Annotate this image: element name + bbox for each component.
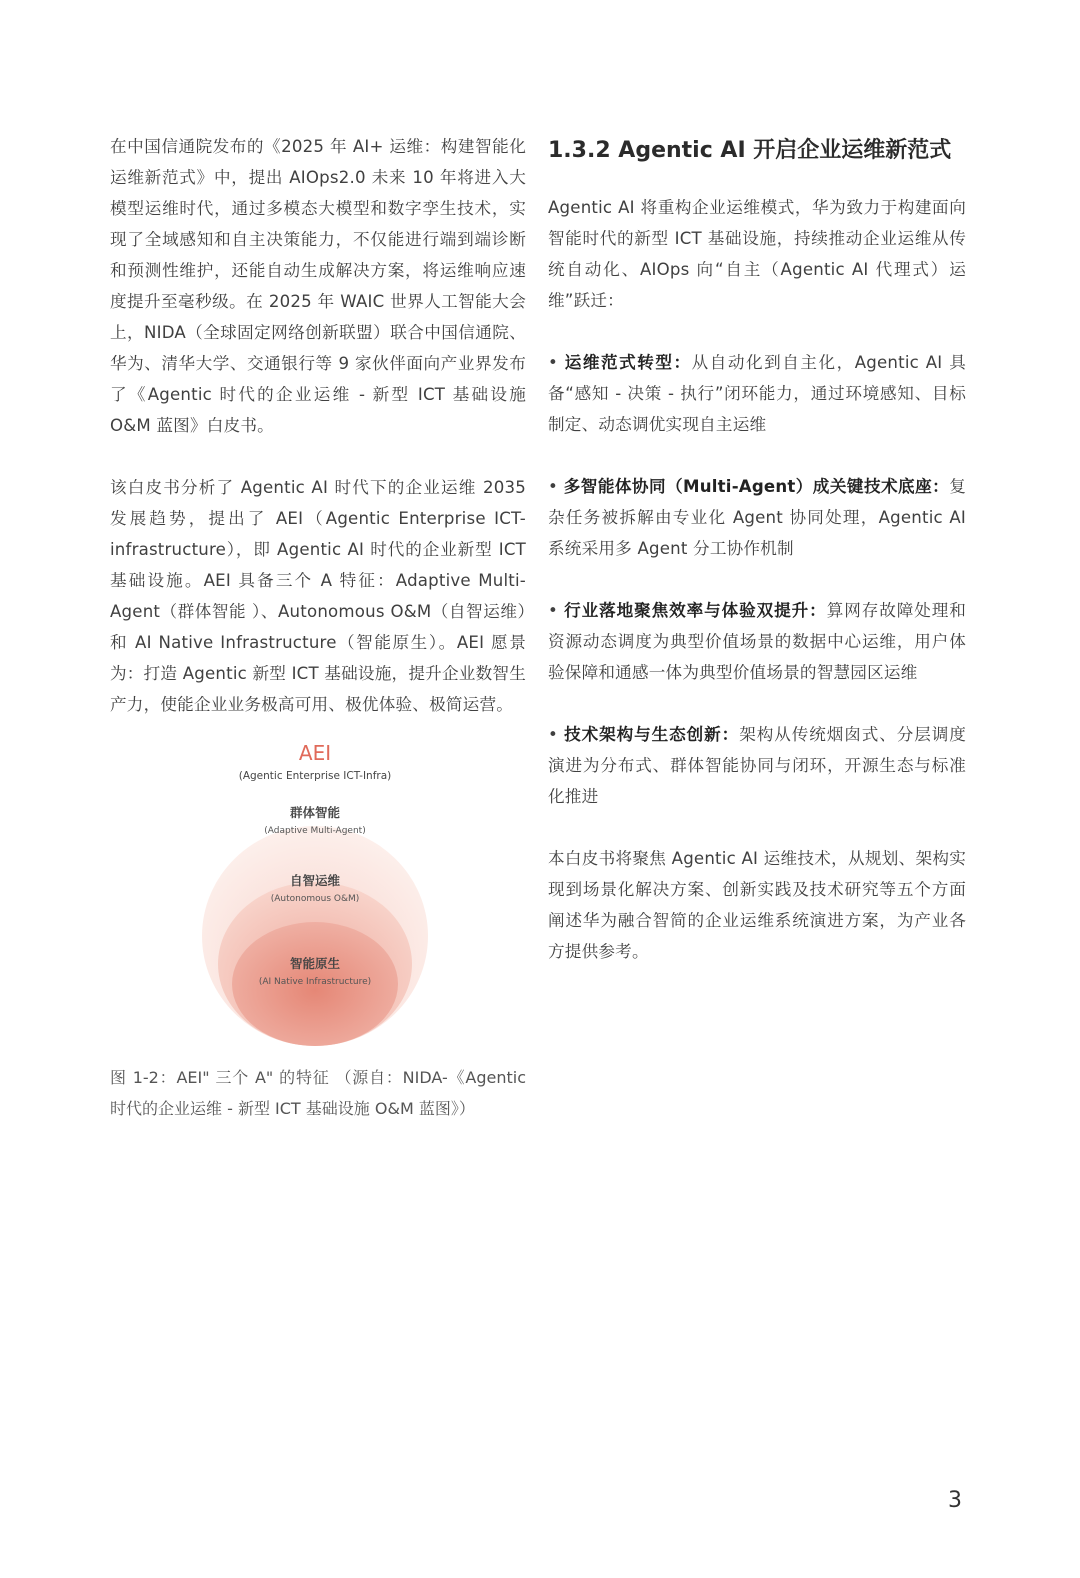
bullet-text: 复杂任务被拆解由专业化 Agent 协同处理，Agentic AI 系统采用多 Agent 分工协作机制 [548, 477, 966, 558]
bullet-text: 从自动化到自主化，Agentic AI 具备“感知 - 决策 - 执行”闭环能力，通过环境感知、目标制定、动态调优实现自主运维 [548, 353, 966, 434]
bullet-item: • 多智能体协同（Multi-Agent）成关键技术底座：复杂任务被拆解由专业化 Agent 协同处理，Agentic AI 系统采用多 Agent 分工协作机制 [548, 477, 966, 558]
bullet-text: 算网存故障处理和资源动态调度为典型价值场景的数据中心运维，用户体验保障和通感一体为典型价值场景的智慧园区运维 [548, 601, 966, 682]
bullet-lead: 行业落地聚焦效率与体验双提升： [564, 601, 827, 620]
layer-sub-ai-native: (AI Native Infrastructure) [258, 977, 372, 987]
layer-label-autonomous: 自智运维 [289, 873, 341, 888]
bullet-item: • 技术架构与生态创新：架构从传统烟囱式、分层调度演进为分布式、群体智能协同与闭环，开源生态与标准化推进 [548, 725, 966, 806]
section-intro: Agentic AI 将重构企业运维模式，华为致力于构建面向智能时代的新型 ICT 基础设施，持续推动企业运维从传统自动化、AIOps 向“自主（Agentic AI 代理式）运维”跃迁： [548, 198, 966, 310]
layer-sub-multi-agent: (Adaptive Multi-Agent) [264, 826, 366, 836]
whitepaper-paragraph: 该白皮书分析了 Agentic AI 时代下的企业运维 2035 发展趋势，提出了 AEI（Agentic Enterprise ICT-infrastructure），即 Agentic AI 时代的企业新型 ICT 基础设施。AEI 具备三个 A 特征：Adaptive Multi-Agent（群体智能 ）、Autonomous O&M（自智运维）和 AI Native Infrastructure（智能原生）。AEI 愿景为：打造 Agentic 新型 ICT 基础设施，提升企业数智生产力，使能企业业务极高可用、极优体验、极简运营。 [110, 478, 526, 714]
layer-sub-autonomous: (Autonomous O&M) [270, 894, 360, 904]
bullet-lead: 技术架构与生态创新： [564, 725, 740, 744]
intro-paragraph: 在中国信通院发布的《2025 年 AI+ 运维：构建智能化运维新范式》中，提出 AIOps2.0 未来 10 年将进入大模型运维时代，通过多模态大模型和数字孪生技术，实现了全域感知和自主决策能力，不仅能进行端到端诊断和预测性维护，还能自动生成解决方案，将运维响应速度提升至毫秒级。在 2025 年 WAIC 世界人工智能大会上，NIDA（全球固定网络创新联盟）联合中国信通院、华为、清华大学、交通银行等 9 家伙伴面向产业界发布了《Agentic 时代的企业运维 - 新型 ICT 基础设施 O&M 蓝图》白皮书。 [110, 137, 526, 435]
page-number: 3 [948, 1488, 962, 1513]
layer-label-ai-native: 智能原生 [289, 956, 341, 971]
left-column [110, 131, 526, 720]
layer-label-multi-agent: 群体智能 [289, 805, 341, 820]
figure-subtitle: (Agentic Enterprise ICT-Infra) [238, 770, 392, 782]
section-heading: 1.3.2 Agentic AI 开启企业运维新范式 [548, 138, 952, 163]
figure-caption: 图 1-2：AEI" 三个 A" 的特征 （源自：NIDA-《Agentic 时代的企业运维 - 新型 ICT 基础设施 O&M 蓝图》） [110, 1068, 526, 1118]
aei-diagram [200, 738, 430, 1048]
bullet-item: • 行业落地聚焦效率与体验双提升：算网存故障处理和资源动态调度为典型价值场景的数据中心运维，用户体验保障和通感一体为典型价值场景的智慧园区运维 [548, 601, 966, 682]
closing-paragraph: 本白皮书将聚焦 Agentic AI 运维技术，从规划、架构实现到场景化解决方案、创新实践及技术研究等五个方面阐述华为融合智简的企业运维系统演进方案，为产业各方提供参考。 [548, 849, 966, 961]
bullet-text: 架构从传统烟囱式、分层调度演进为分布式、群体智能协同与闭环，开源生态与标准化推进 [548, 725, 966, 806]
bullet-lead: 多智能体协同（Multi-Agent）成关键技术底座： [563, 477, 950, 496]
bullet-item: • 运维范式转型：从自动化到自主化，Agentic AI 具备“感知 - 决策 - 执行”闭环能力，通过环境感知、目标制定、动态调优实现自主运维 [548, 353, 966, 434]
right-column [548, 131, 966, 967]
aei-figure [200, 738, 430, 1048]
figure-title: AEI [298, 741, 332, 765]
bullet-lead: 运维范式转型： [564, 353, 692, 372]
